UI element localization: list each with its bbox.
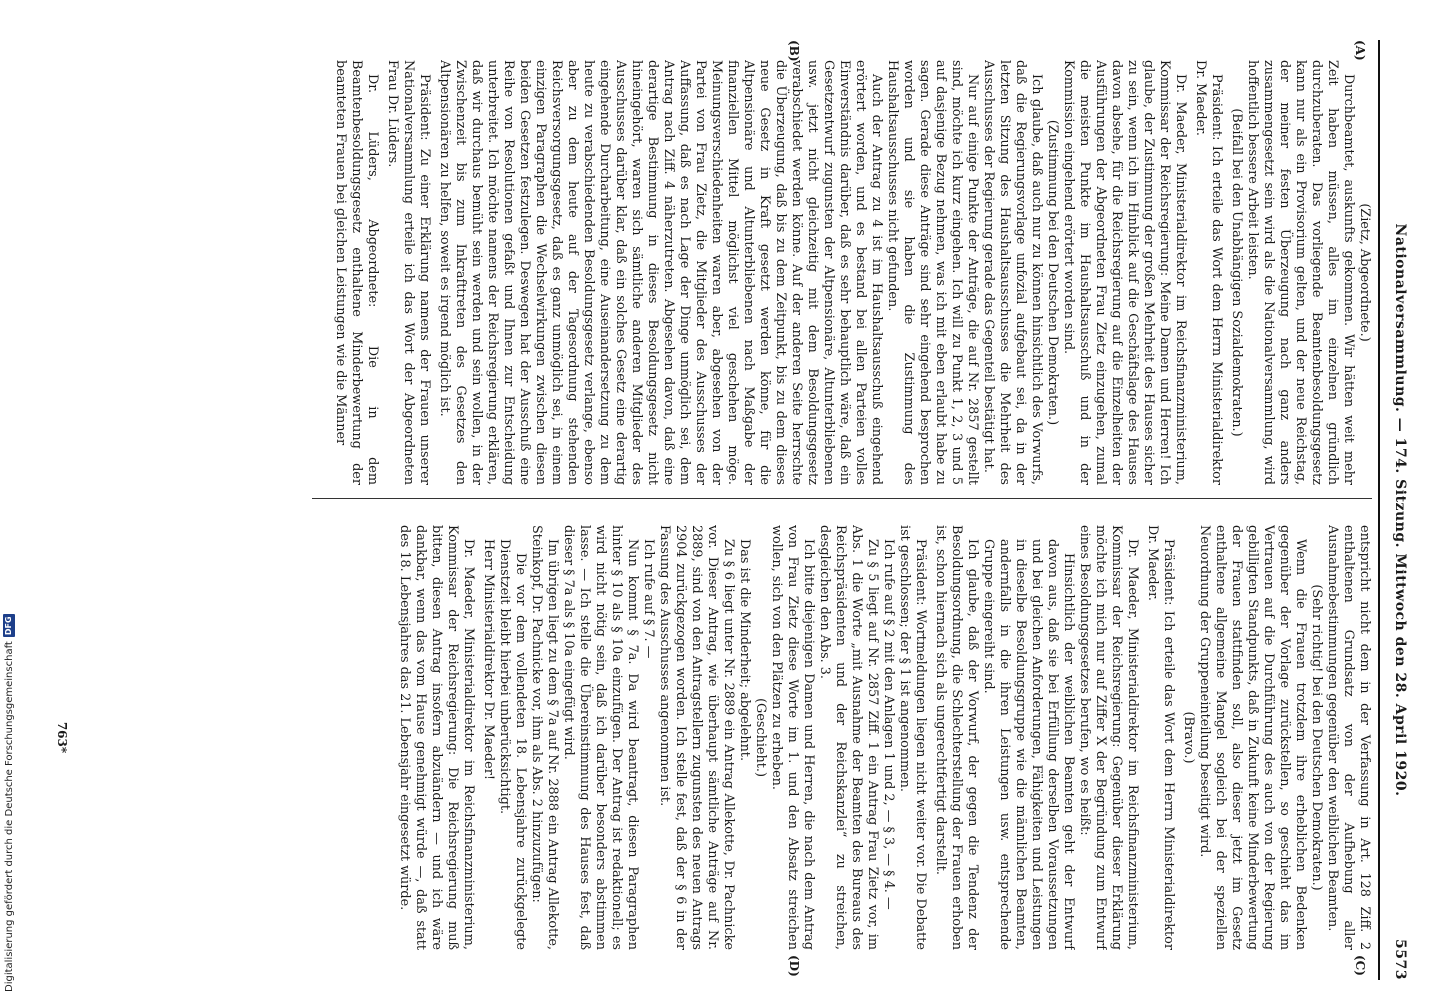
scan-credit	[0, 0, 18, 1000]
paragraph: Hinsichtlich der weiblichen Beamten geht der Entwurf davon aus, daß sie bei Erfüllung derselben Voraussetzungen und bei gleichen Anforderungen, Fähigkeiten und Leistungen in dieselbe Besoldungsgruppe wie die männlichen Beamten, andernfalls in die ihren Leistungen usw. entsprechende Gruppe eingereiht sind.	[981, 539, 1076, 950]
margin-marker-b: (B)	[787, 40, 801, 62]
left-column	[122, 60, 1372, 485]
paragraph: Präsident: Ich erteile das Wort dem Herrn Ministerialdirektor Dr. Maeder.	[1193, 60, 1224, 485]
paragraph: Auch der Antrag zu 4 ist im Haushaltsausschuß eingehend erörtert worden, und es bestand bei allen Parteien volles Einverständnis darüber, daß es sehr behauptlich wäre, daß ein Gesetzentwurf zugunsten der Altpensionäre, Altunterbliebenen usw. jetzt nicht gleichzeitig mit dem Besoldungsgesetz verabschiedet werden könne. Auf der anderen Seite herrschte die Überzeugung, daß bis zu dem Zeitpunkt, bis zu dem dieses neue Gesetz in Kraft gesetzt werden könne, für die Altpensionäre und Altunterbliebenen nach Maßgabe der finanziellen Mittel möglichst viel geschehen möge. Meinungsverschiedenheiten waren aber, abgesehen von der Partei von Frau Zietz, die Mitglieder des Ausschusses der Auffassung, daß es nach Lage der Dinge unmöglich sei, dem Antrag nach Ziff. 4 näherzutreten. Abgesehen davon, daß eine derartige Bestimmung in dieses Besoldungsgesetz nicht hineingehört, waren sich sämtliche anderen Mitglieder des Ausschusses darüber klar, daß ein solches Gesetz eine derartig eingehende Durcharbeitung, eine Auseinandersetzung zu dem heute zu verabschiedenden Besoldungsgesetz verlange, ebenso aber zu dem heute auf der Tagesordnung stehenden Reichsversorgungsgesetz, daß es ganz unmöglich sei, in einem einzigen Paragraphen die Wechselwirkungen zwischen diesen beiden Gesetzen festzulegen. Deswegen hat der Ausschuß eine Reihe von Resolutionen gefaßt und Ihnen zur Entscheidung unterbreitet. Ich möchte namens der Reichsregierung erklären, daß wir durchaus bemüht sein werden und sein wollen, in der Zwischenzeit bis zum Inkrafttreten des Gesetzes den Altpensionären zu helfen, soweit es irgend möglich ist.	[437, 60, 884, 485]
rotated-page-content	[20, 0, 1420, 1000]
paragraph: (Beifall bei den Unabhängigen Sozialdemokraten.)	[1229, 108, 1244, 437]
paragraph: Ich glaube, daß der Vorwurf, der gegen die Tendenz der Besoldungsordnung, die Schlechterstellung der Frauen erhoben ist, schon hiernach sich als ungerechtfertigt darstellt.	[933, 525, 980, 950]
credit-text: Digitalisierung gefördert durch die Deutsche Forschungsgemeinschaft	[3, 641, 15, 992]
paragraph: Die vor dem vollendeten 18. Lebensjahre zurückgelegte Dienstzeit bleibt hierbei unberücksichtigt.	[497, 539, 528, 950]
paragraph: Ich rufe auf § 7. —	[641, 539, 656, 659]
dfg-logo: DFG	[4, 616, 13, 636]
page-header	[1378, 40, 1408, 980]
paragraph: Ich rufe auf § 2 mit den Anlagen 1 und 2, — § 3, — § 4. —	[881, 539, 896, 910]
paragraph: (Zustimmung bei den Deutschen Demokraten.)	[1045, 119, 1060, 426]
paragraph: (Bravo.)	[1181, 711, 1196, 764]
paragraph: Ich glaube, daß auch nur zu können hinsichtlich des Vorwurfs, daß die Regierungsvorlage unfozial aufgebaut sei, da in der letzten Sitzung des Haushaltsausschusses die Mehrheit des Ausschusses der Regierung gerade das Gegenteil bestätigt hat.	[981, 60, 1044, 485]
paragraph: Präsident: Ich erteile das Wort dem Herrn Ministerialdirektor Dr. Maeder.	[1145, 525, 1176, 950]
paragraph: Präsident: Wortmeldungen liegen nicht weiter vor. Die Debatte ist geschlossen; der § 1 ist angenommen.	[897, 525, 928, 950]
paragraph: Dr. Lüders, Abgeordnete: Die in dem Beamtenbesoldungsgesetz enthaltene Minderbewertung der beamteten Frauen bei gleichen Leistungen wie die Männer	[333, 60, 380, 485]
paragraph: Im übrigen liegt zu dem § 7a auf Nr. 2888 ein Antrag Allekotte, Steinkopf, Dr. Pachnicke vor, ihm als Abs. 2 hinzuzufügen:	[529, 525, 560, 950]
paragraph: Nun kommt § 7a. Da wird beantragt, diesen Paragraphen hinter § 10 als § 10a einzufügen. Der Antrag ist redaktionell; es wird nicht nötig sein, daß ich darüber besonders abstimmen lasse. — Ich stelle die Übereinstimmung des Hauses fest, daß dieser § 7a als § 10a eingefügt wird.	[561, 525, 640, 950]
margin-marker-c: (C)	[1353, 955, 1367, 976]
column-divider	[312, 498, 1372, 499]
page-signature: 763*	[55, 721, 69, 754]
document-page	[20, 0, 1420, 1000]
paragraph: Durchbeamtet, auskunfts gekommen. Wir hätten weit mehr Zeit haben müssen, alles im einzelnen gründlich durchzuberaten. Das vorliegende Beamtenbesoldungsgesetz kann nur als ein Provisorium gelten, und der neue Reichstag, der meiner festen Überzeugung nach ganz anders zusammengesetzt sein wird als die Nationalversammlung, wird hoffentlich bessere Arbeit leisten.	[1245, 60, 1356, 485]
paragraph: (Sehr richtig! bei den Deutschen Demokraten.)	[1309, 584, 1324, 891]
paragraph: (Zietz, Abgeordnete.)	[1357, 203, 1372, 342]
right-column	[312, 525, 1372, 950]
paragraph: Wenn die Frauen trotzdem ihre erheblichen Bedenken gegenüber der Vorlage zurückstellen, so geschieht das im Vertrauen auf die Durchführung des auch von der Regierung gebilligten Standpunkts, daß in Zukunft keine Minderbewertung der Frauen stattfinden soll, also dieser jetzt im Gesetz enthaltene allgemeine Mangel sogleich bei der speziellen Neuordnung der Gruppeneinteilung beseitigt wird.	[1197, 525, 1308, 950]
paragraph: Zu § 5 liegt auf Nr. 2857 Ziff. 1 ein Antrag Frau Zietz vor, im Abs. 1 die Worte „mit Ausnahme der Beamten des Bureaus des Reichspräsidenten und der Reichskanzlei“ zu streichen, desgleichen den Abs. 3.	[817, 525, 880, 950]
page-number: 5573	[1392, 939, 1408, 980]
paragraph: Das ist die Minderheit; abgelehnt.	[737, 539, 752, 762]
paragraph: (Geschieht.)	[753, 698, 768, 777]
paragraph: Dr. Maeder, Ministerialdirektor im Reichsfinanzministerium, Kommissar der Reichsregierung: Gegenüber dieser Erklärung möchte ich mich nur auf Ziffer X der Begründung zum Entwurf eines Besoldungsgesetzes berufen, wo es heißt:	[1077, 525, 1140, 950]
paragraph: Ich bitte diejenigen Damen und Herren, die nach dem Antrag von Frau Zietz diese Worte im 1. und den Absatz streichen wollen, sich von den Plätzen zu erheben.	[769, 525, 816, 950]
paragraph: Nur auf einige Punkte der Anträge, die auf Nr. 2857 gestellt sind, möchte ich kurz eingehen. Ich will zu Punkt 1, 2, 3 und 5 auf dasjenige Bezug nehmen, was ich mit eben erlaubt habe zu sagen. Gerade diese Anträge sind sehr eingehend besprochen worden und sie haben die Zustimmung des Haushaltsausschusses nicht gefunden.	[885, 60, 980, 485]
margin-marker-a: (A)	[1353, 40, 1367, 61]
paragraph: Herr Ministerialdirektor Dr. Maeder!	[481, 539, 496, 780]
paragraph: Dr. Maeder, Ministerialdirektor im Reichsfinanzministerium, Kommissar der Reichsregierung: Meine Damen und Herren! Ich glaube, der Zustimmung der großen Mehrheit des Hauses sicher zu sein, wenn ich im Hinblick auf die Geschäftslage des Hauses davon absehe, für die Reichsregierung auf die Einzelheiten der Ausführungen der Abgeordneten Frau Zietz einzugehen, zumal die meisten Punkte im Haushaltsausschuß und in der Kommission eingehend erörtert worden sind.	[1061, 60, 1188, 485]
paragraph: Zu § 6 liegt unter Nr. 2889 ein Antrag Allekotte, Dr. Pachnicke vor. Dieser Antrag, wie überhaupt sämtliche Anträge auf Nr. 2889, sind von den Antragstellern zugunsten des neuen Antrags 2904 zurückgezogen worden. Ich stelle fest, daß der § 6 in der Fassung des Ausschusses angenommen ist.	[657, 525, 736, 950]
margin-marker-d: (D)	[787, 955, 801, 977]
paragraph: entspricht nicht dem in der Verfassung in Art. 128 Ziff. 2 enthaltenen Grundsatz von der Aufhebung aller Ausnahmebestimmungen gegenüber den weiblichen Beamten.	[1325, 525, 1372, 950]
header-title: Nationalversammlung. — 174. Sitzung. Mittwoch den 28. April 1920.	[1392, 223, 1408, 797]
paragraph: Präsident: Zu einer Erklärung namens der Frauen unserer Nationalversammlung erteile ich das Wort der Abgeordneten Frau Dr. Lüders.	[385, 60, 432, 485]
paragraph: Dr. Maeder, Ministerialdirektor im Reichsfinanzministerium, Kommissar der Reichsregierung: Die Reichsregierung muß bitten, diesen Antrag insofern abzuändern — und ich wäre dankbar, wenn das vom Hause genehmigt würde —, daß statt des 18. Lebensjahres das 21. Lebensjahr eingesetzt würde.	[397, 525, 476, 950]
